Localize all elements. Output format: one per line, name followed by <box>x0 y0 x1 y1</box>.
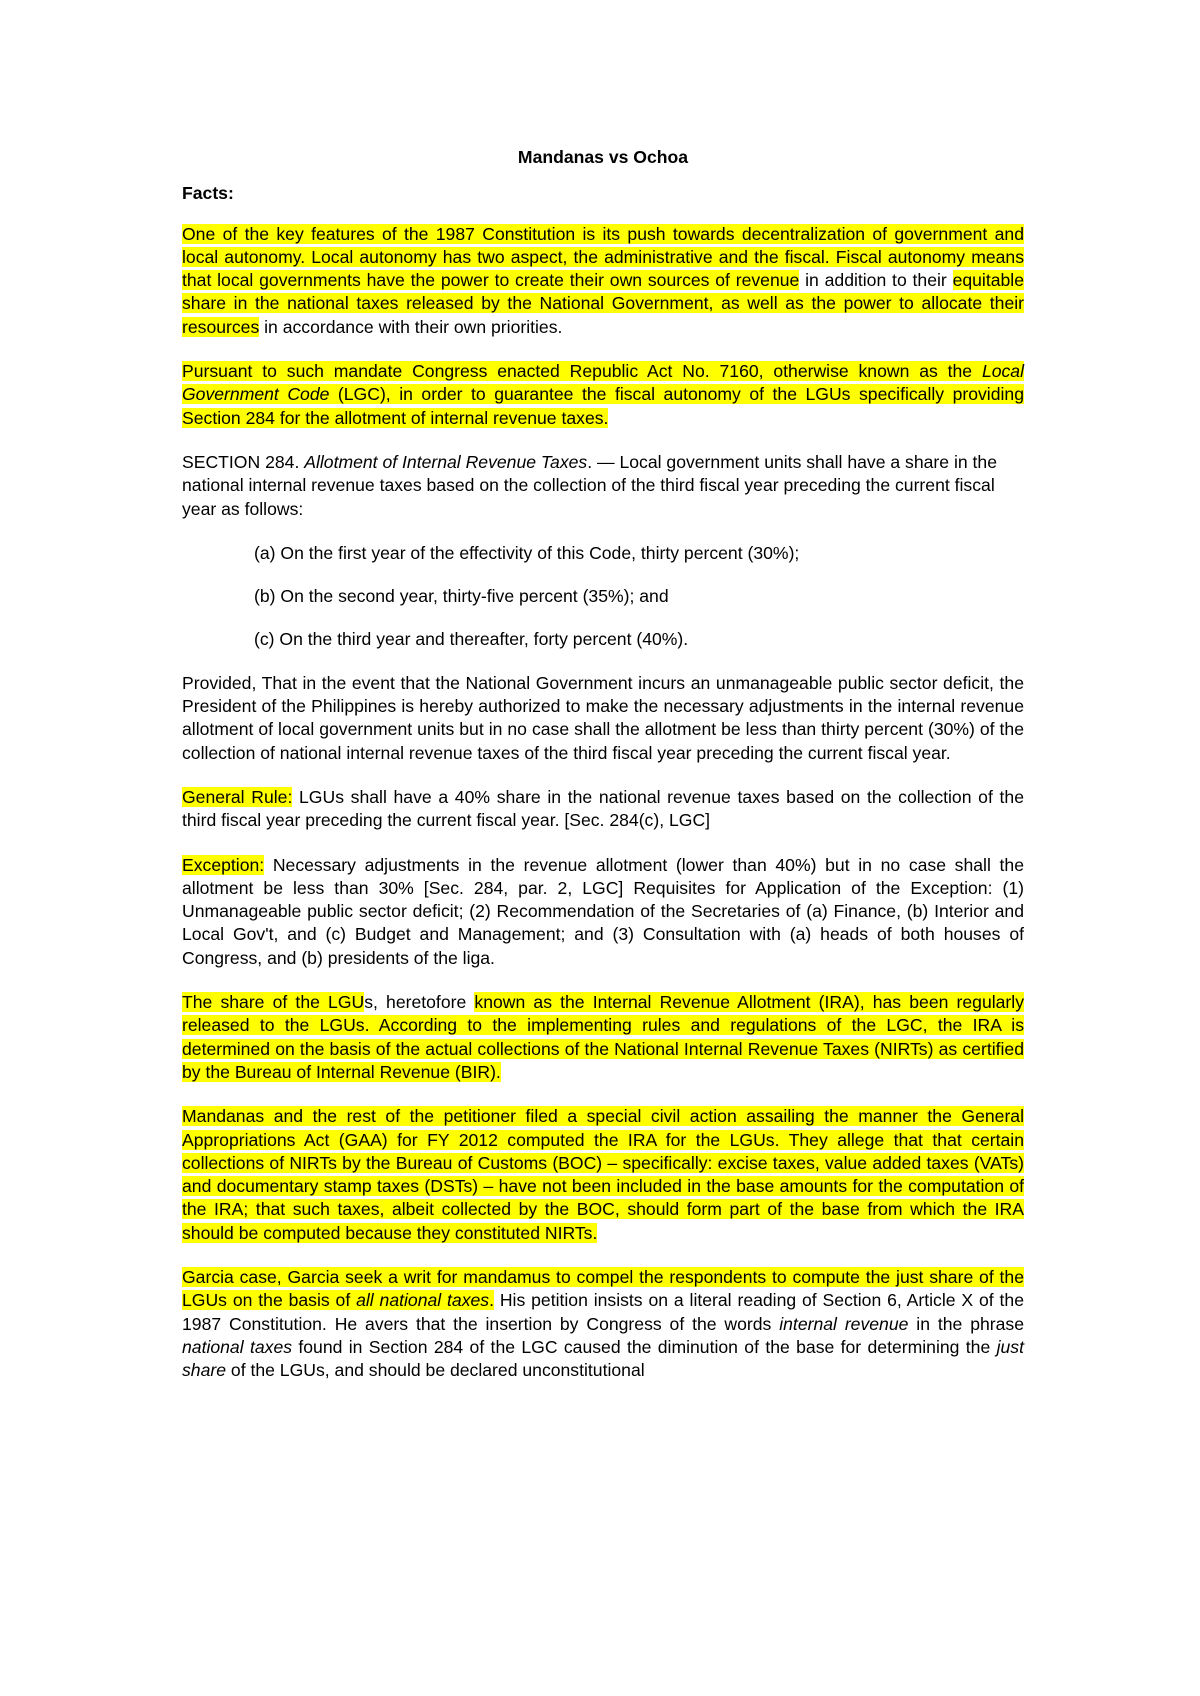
document-title: Mandanas vs Ochoa <box>517 147 689 167</box>
paragraph-general-rule <box>182 786 1024 833</box>
list-item-b: (b) On the second year, thirty-five percent (35%); and <box>254 586 669 607</box>
paragraph-proviso: Provided, That in the event that the National Government incurs an unmanageable public sector deficit, the President of the Philippines is hereby authorized to make the necessary adjustments in the internal revenue allotment of local government units but in no case shall the allotment be less than thirty percent (30%) of the collection of national internal revenue taxes of the third fiscal year preceding the current fiscal year. <box>182 672 1024 763</box>
text-run: of the LGUs, and should be declared unconstitutional <box>226 1360 645 1381</box>
text-run: (LGC), in order to guarantee the fiscal autonomy of the LGUs specifically providing Section 284 for the allotment of internal revenue taxes. <box>182 384 1024 428</box>
paragraph-section-284 <box>182 451 1024 521</box>
italic-text: all national taxes <box>356 1290 490 1311</box>
plain-text: in addition to their <box>799 270 953 291</box>
exception-text: Necessary adjustments in the revenue allotment (lower than 40%) but in no case shall the allotment be less than 30% [Sec. 284, par. 2, LGC] Requisites for Application of the Exception: (1) Unmanageable public sector deficit; (2) Recommendation of the Secretaries of (a) Finance, (b) Interior and Local Gov't, and (c) Budget and Management; and (3) Consultation with (a) heads of both houses of Congress, and (b) presidents of the liga. <box>182 854 1024 968</box>
general-rule-label: General Rule: <box>182 786 293 807</box>
highlight-2: Local autonomy has two aspect, the administrative and the fiscal. Fiscal autonomy means that local governments have the power to create their own sources of revenue <box>182 246 1024 291</box>
paragraph-exception <box>182 854 1024 970</box>
exception-label: Exception: <box>182 854 265 875</box>
highlight-text: known as the Internal Revenue Allotment (IRA), has been regularly released to the LGUs. According to the implementing rules and regulations of the LGC, the IRA is determined on the basis of the actual collections of the National Internal Revenue Taxes (NIRTs) as certified by the Bureau of Internal Revenue (BIR). <box>182 992 1025 1082</box>
italic-text: Local Government Code <box>182 361 1024 405</box>
plain-text: s, heretofore <box>364 992 475 1013</box>
italic-text: internal revenue <box>779 1313 909 1334</box>
text-run: . <box>489 1290 494 1311</box>
paragraph-garcia <box>182 1266 1024 1382</box>
text-run: in the phrase <box>908 1313 1024 1334</box>
text-run: His petition insists on a literal reading of Section 6, Article X of the 1987 Constitution. He avers that the insertion by Congress of the words <box>182 1290 1025 1334</box>
highlight-text: Mandanas and the rest of the petitioner filed a special civil action assailing the manner the General Appropriations Act (GAA) for FY 2012 computed the IRA for the LGUs. They allege that that certain collections of NIRTs by the Bureau of Customs (BOC) – specifically: excise taxes, value added taxes (VATs) and documentary stamp taxes (DSTs) – have not been included in the base amounts for the computation of the IRA; that such taxes, albeit collected by the BOC, should form part of the base from which the IRA should be computed because they constituted NIRTs. <box>182 1106 1024 1243</box>
general-rule-text: LGUs shall have a 40% share in the national revenue taxes based on the collection of the third fiscal year preceding the current fiscal year. [Sec. 284(c), LGC] <box>182 786 1024 831</box>
list-item-c: (c) On the third year and thereafter, forty percent (40%). <box>254 629 689 650</box>
list-item-a: (a) On the first year of the effectivity of this Code, thirty percent (30%); <box>254 542 800 563</box>
highlight-3: equitable share in the national taxes released by the National Government, as well as the power to allocate their resources <box>182 270 1024 337</box>
plain-text: in accordance with their own priorities. <box>259 316 563 337</box>
text-run: Garcia case, Garcia seek a writ for mandamus to compel the respondents to compute the just share of the LGUs on the basis of <box>182 1266 1024 1311</box>
text-run: found in Section 284 of the LGC caused the diminution of the base for determining the <box>292 1336 997 1357</box>
paragraph-ra-7160 <box>182 360 1024 430</box>
text-run: Pursuant to such mandate Congress enacted Republic Act No. 7160, otherwise known as the <box>182 361 982 382</box>
facts-heading: Facts: <box>182 183 234 204</box>
highlight-text <box>182 361 1024 428</box>
italic-text: Allotment of Internal Revenue Taxes <box>304 451 588 472</box>
document-body <box>182 146 1024 1403</box>
paragraph-mandanas <box>182 1105 1024 1245</box>
highlight-1: One of the key features of the 1987 Constitution is its push towards decentralization of government and local autonomy. <box>182 223 1024 267</box>
paragraph-ira <box>182 991 1024 1084</box>
italic-text: just share <box>182 1336 1024 1381</box>
text-run: . — Local government units shall have a share in the national internal revenue taxes based on the collection of the third fiscal year preceding the current fiscal year as follows: <box>182 451 997 519</box>
paragraph-fiscal-autonomy <box>182 223 1024 339</box>
italic-text: national taxes <box>182 1336 293 1357</box>
text-run: SECTION 284. <box>182 451 305 472</box>
highlight-text: The share of the LGU <box>182 992 365 1013</box>
